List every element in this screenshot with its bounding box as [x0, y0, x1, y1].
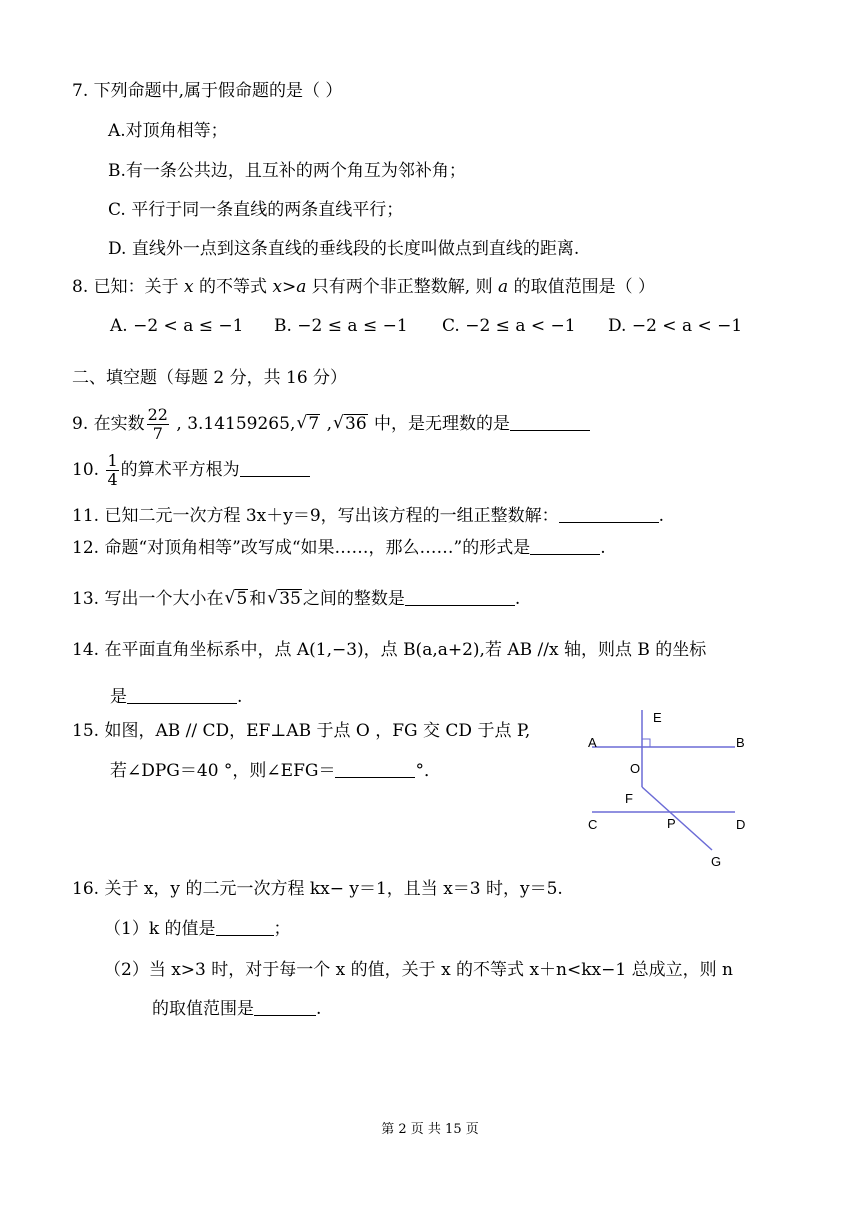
- answer-blank[interactable]: [559, 506, 659, 523]
- answer-blank[interactable]: [216, 919, 274, 936]
- sqrt-5: √ 5: [224, 588, 248, 609]
- q16-stem: 16. 关于 x，y 的二元一次方程 kx− y＝1，且当 x＝3 时，y＝5.: [72, 879, 563, 899]
- sqrt-7: √ 7: [296, 413, 320, 434]
- q12: 12. 命题“对顶角相等”改写成“如果……，那么……”的形式是 .: [72, 538, 606, 558]
- q16-part1: （1）k 的值是 ；: [104, 919, 291, 939]
- sqrt-35: √ 35: [267, 588, 301, 609]
- answer-blank[interactable]: [510, 414, 590, 431]
- q9: 9. 在实数 $\frac{22}{7}$ , 3.14159265, √ 7 , √ 36 中，是无理数的是: [72, 404, 590, 444]
- right-angle-mark: [642, 739, 650, 747]
- q16-part2-line1: （2）当 x>3 时，对于每一个 x 的值，关于 x 的不等式 x＋n<kx−1 总成立，则 n: [104, 960, 733, 980]
- q7-stem: 7. 下列命题中,属于假命题的是（ ）: [72, 81, 343, 101]
- q14-line2: 是 .: [110, 687, 243, 707]
- q7-option-d: D. 直线外一点到这条直线的垂线段的长度叫做点到直线的距离.: [108, 239, 580, 259]
- q15-line2: 若∠DPG＝40 °，则∠EFG＝ °．: [110, 761, 441, 781]
- label-d: D: [736, 817, 746, 832]
- sqrt-36: √ 36: [333, 413, 367, 434]
- q8-option-d: D. −2 < a < −1: [608, 316, 743, 336]
- answer-blank[interactable]: [405, 589, 515, 606]
- q8-option-b: B. −2 ≤ a ≤ −1: [274, 316, 408, 336]
- answer-blank[interactable]: [127, 687, 237, 704]
- q15-line1: 15. 如图，AB // CD，EF⊥AB 于点 O ，FG 交 CD 于点 P,: [72, 721, 531, 741]
- label-b: B: [736, 735, 745, 750]
- geometry-figure: [580, 700, 760, 870]
- answer-blank[interactable]: [240, 460, 310, 477]
- line-fg: [642, 787, 712, 850]
- q8-option-a: A. −2 < a ≤ −1: [110, 316, 244, 336]
- q8-stem: 8. 已知：关于 x 的不等式 x>a 只有两个非正整数解, 则 a 的取值范围是（ ）: [72, 277, 655, 297]
- label-f: F: [625, 791, 633, 806]
- q16-part2-line2: 的取值范围是 .: [152, 999, 322, 1019]
- page-footer: 第 2 页 共 15 页: [381, 1122, 479, 1137]
- label-e: E: [653, 710, 662, 725]
- label-g: G: [711, 854, 722, 869]
- answer-blank[interactable]: [530, 538, 600, 555]
- label-a: A: [588, 735, 597, 750]
- q7-option-b: B.有一条公共边，且互补的两个角互为邻补角；: [108, 161, 466, 181]
- answer-blank[interactable]: [254, 999, 316, 1016]
- label-c: C: [588, 817, 598, 832]
- q11: 11. 已知二元一次方程 3x＋y＝9，写出该方程的一组正整数解： .: [72, 506, 665, 526]
- label-o: O: [630, 761, 641, 776]
- section-heading: 二、填空题（每题 2 分，共 16 分）: [72, 368, 348, 388]
- q8-option-c: C. −2 ≤ a < −1: [442, 316, 576, 336]
- fraction-22-7: $\frac{22}{7}$: [147, 405, 168, 443]
- q10: 10. $\frac{1}{4}$ 的算术平方根为: [72, 450, 310, 490]
- fraction-1-4: $\frac{1}{4}$: [107, 451, 118, 489]
- answer-blank[interactable]: [335, 761, 415, 778]
- q13: 13. 写出一个大小在 √ 5 和 √ 35 之间的整数是 .: [72, 588, 521, 609]
- q7-option-a: A.对顶角相等；: [108, 121, 228, 141]
- q7-option-c: C. 平行于同一条直线的两条直线平行；: [108, 200, 404, 220]
- q14-line1: 14. 在平面直角坐标系中，点 A(1,−3)，点 B(a,a+2),若 AB //x 轴，则点 B 的坐标: [72, 640, 707, 660]
- label-p: P: [667, 816, 676, 831]
